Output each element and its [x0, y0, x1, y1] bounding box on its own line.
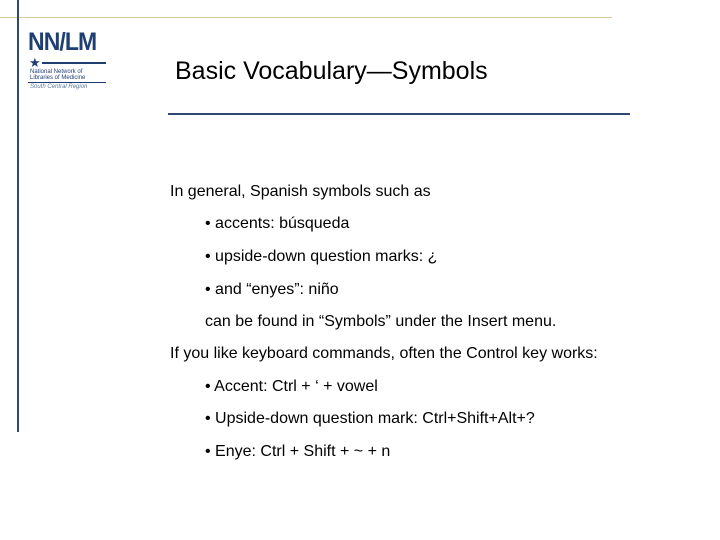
- content-bullet-question-marks: • upside-down question marks: ¿: [205, 248, 438, 265]
- logo-star-icon: ★: [29, 55, 41, 70]
- content-bullet-accents: • accents: búsqueda: [205, 215, 350, 232]
- slide-title: Basic Vocabulary—Symbols: [175, 57, 488, 85]
- content-line-keyboard: If you like keyboard commands, often the Control key works:: [170, 345, 598, 362]
- content-line-intro: In general, Spanish symbols such as: [170, 183, 431, 200]
- content-bullet-question-shortcut: • Upside-down question mark: Ctrl+Shift+Alt+?: [205, 410, 535, 427]
- top-divider: [0, 17, 612, 18]
- left-divider: [17, 0, 19, 432]
- logo-org-name: [30, 69, 108, 81]
- nnlm-logo: [28, 28, 108, 94]
- content-bullet-enyes: • and “enyes”: niño: [205, 281, 339, 298]
- logo-rule-lower: [28, 82, 106, 83]
- content-bullet-enye-shortcut: • Enye: Ctrl + Shift + ~ + n: [205, 443, 391, 460]
- logo-rule: [42, 62, 106, 64]
- title-underline: [168, 113, 630, 115]
- logo-org-line-1: National Network of: [30, 69, 83, 75]
- logo-region: South Central Region: [30, 84, 88, 90]
- content-bullet-accent-shortcut: • Accent: Ctrl + ‘ + vowel: [205, 378, 378, 395]
- logo-org-line-2: Libraries of Medicine: [30, 75, 86, 81]
- content-line-insert-menu: can be found in “Symbols” under the Insert menu.: [205, 313, 557, 330]
- logo-wordmark: NN/LM: [28, 28, 97, 56]
